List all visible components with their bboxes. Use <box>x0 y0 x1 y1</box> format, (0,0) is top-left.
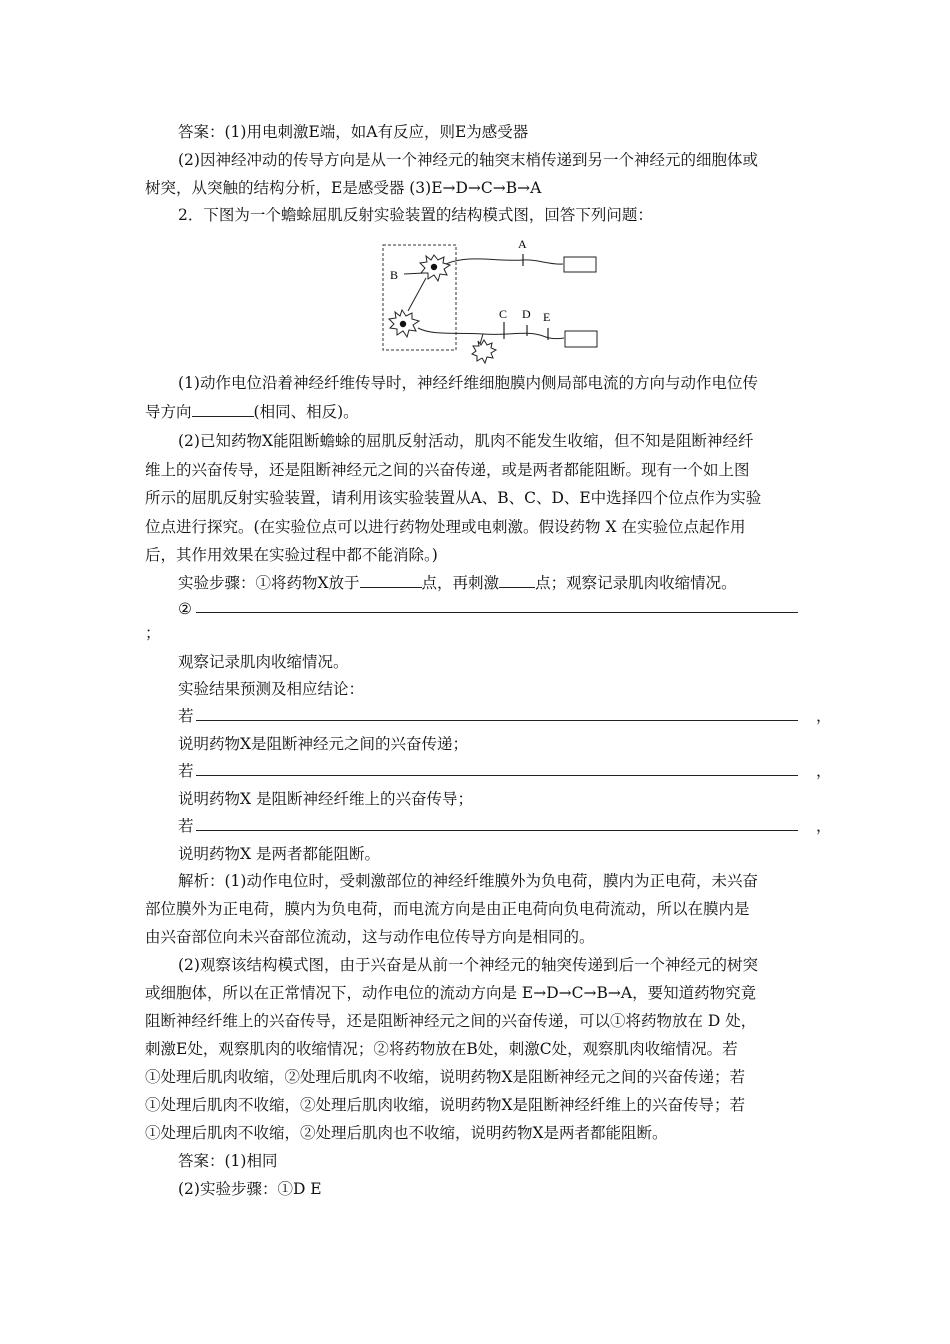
answer-blank-drug-position[interactable] <box>360 573 422 588</box>
answer-blank-prediction-3[interactable] <box>196 830 798 831</box>
answer-line-2: (2)因神经冲动的传导方向是从一个神经元的轴突末梢传递到另一个神经元的细胞体或 <box>178 151 758 169</box>
label-D: D <box>522 307 531 321</box>
steps-text-c: 点；观察记录肌肉收缩情况。 <box>535 574 737 592</box>
answer-blank-prediction-2[interactable] <box>196 775 798 776</box>
answer2-line-1: 答案：(1)相同 <box>178 1152 278 1170</box>
answer-blank-prediction-1[interactable] <box>196 720 798 721</box>
reflex-diagram <box>378 232 608 367</box>
q2-part2-line2: 维上的兴奋传导，还是阻断神经元之间的兴奋传递，或是两者都能阻断。现有一个如上图 <box>145 461 750 479</box>
lower-muscle <box>565 331 597 347</box>
analysis-line-1: 解析：(1)动作电位时，受刺激部位的神经纤维膜外为负电荷，膜内为正电荷，未兴奋 <box>178 872 758 890</box>
receptor <box>472 340 496 363</box>
question-2-intro: 2．下图为一个蟾蜍屈肌反射实验装置的结构模式图，回答下列问题： <box>178 206 653 224</box>
conclusion-3: 说明药物X 是两者都能阻断。 <box>178 845 380 863</box>
analysis-line-7: 刺激E处，观察肌肉的收缩情况；②将药物放在B处，刺激C处，观察肌肉收缩情况。若 <box>145 1040 738 1058</box>
prediction-title: 实验结果预测及相应结论： <box>178 680 365 698</box>
q2-part1-line1: (1)动作电位沿着神经纤维传导时，神经纤维细胞膜内侧局部电流的方向与动作电位传 <box>178 374 758 392</box>
q2-part2-line3: 所示的屈肌反射实验装置，请利用该实验装置从A、B、C、D、E中选择四个位点作为实验 <box>145 489 762 507</box>
if-label-1: 若 <box>178 707 194 725</box>
observe-line: 观察记录肌肉收缩情况。 <box>178 653 349 671</box>
step2-mark: ② <box>178 600 192 618</box>
analysis-line-8: ①处理后肌肉收缩，②处理后肌肉不收缩，说明药物X是阻断神经元之间的兴奋传递；若 <box>145 1068 746 1086</box>
analysis-line-2: 部位膜外为正电荷，膜内为负电荷，而电流方向是由正电荷向负电荷流动，所以在膜内是 <box>145 900 750 918</box>
conclusion-1: 说明药物X是阻断神经元之间的兴奋传递； <box>178 735 469 753</box>
q2-part2-line4: 位点进行探究。(在实验位点可以进行药物处理或电刺激。假设药物 X 在实验位点起作用 <box>145 518 746 536</box>
q2-part1-suffix: (相同、相反)。 <box>253 403 359 421</box>
answer-line-3: 树突，从突触的结构分析，E是感受器 (3)E→D→C→B→A <box>145 179 542 197</box>
q2-part1-prefix: 导方向 <box>145 403 192 421</box>
comma-1: ， <box>816 707 832 725</box>
step2-semicolon: ； <box>145 624 161 642</box>
answer-blank-stimulus-position[interactable] <box>499 573 535 588</box>
analysis-line-6: 阻断神经纤维上的兴奋传导，还是阻断神经元之间的兴奋传递，可以①将药物放在 D 处， <box>145 1012 757 1030</box>
q2-part2-line5: 后，其作用效果在实验过程中都不能消除。) <box>145 546 438 564</box>
q2-part2-line1: (2)已知药物X能阻断蟾蜍的屈肌反射活动，肌肉不能发生收缩，但不知是阻断神经纤 <box>178 432 754 450</box>
steps-line <box>178 572 737 594</box>
analysis-line-10: ①处理后肌肉不收缩，②处理后肌肉也不收缩，说明药物X是两者都能阻断。 <box>145 1124 668 1142</box>
answer-blank-step2[interactable] <box>196 612 798 613</box>
label-B: B <box>390 268 399 282</box>
label-E: E <box>543 310 551 324</box>
label-C: C <box>499 307 508 321</box>
answer-line-1: 答案：(1)用电刺激E端，如A有反应，则E为感受器 <box>178 123 529 141</box>
if-label-2: 若 <box>178 762 194 780</box>
answer2-line-2: (2)实验步骤：①D E <box>178 1180 322 1198</box>
if-label-3: 若 <box>178 817 194 835</box>
conclusion-2: 说明药物X 是阻断神经纤维上的兴奋传导； <box>178 790 473 808</box>
steps-text-a: 实验步骤：①将药物X放于 <box>178 574 360 592</box>
analysis-line-5: 或细胞体，所以在正常情况下，动作电位的流动方向是 E→D→C→B→A，要知道药物究竟 <box>145 984 757 1002</box>
q2-part1-line2 <box>145 401 359 423</box>
label-A: A <box>518 237 527 251</box>
analysis-line-3: 由兴奋部位向未兴奋部位流动，这与动作电位传导方向是相同的。 <box>145 928 595 946</box>
analysis-line-9: ①处理后肌肉不收缩，②处理后肌肉收缩，说明药物X是阻断神经纤维上的兴奋传导；若 <box>145 1096 746 1114</box>
comma-2: ， <box>816 762 832 780</box>
analysis-line-4: (2)观察该结构模式图，由于兴奋是从前一个神经元的轴突传递到后一个神经元的树突 <box>178 956 758 974</box>
steps-text-b: 点，再刺激 <box>421 574 500 592</box>
spinal-cord-box <box>383 245 456 350</box>
answer-blank-1[interactable] <box>192 402 254 417</box>
upper-muscle <box>564 257 596 272</box>
comma-3: ， <box>816 817 832 835</box>
